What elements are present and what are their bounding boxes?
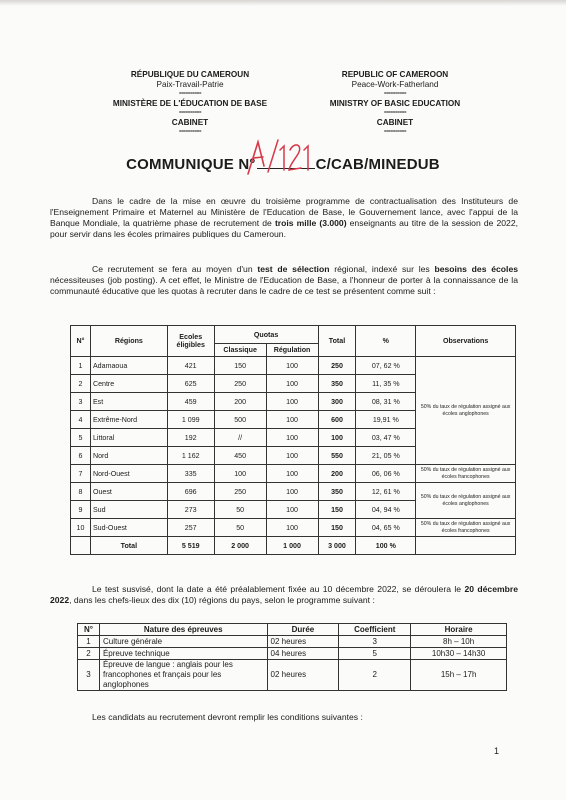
row-pct: 08, 31 % (356, 393, 416, 411)
exam-cell-coef: 5 (339, 648, 411, 660)
row-regulation: 100 (266, 375, 318, 393)
row-observation: 50% du taux de régulation assigné aux écoles anglophones (416, 483, 516, 519)
para2-text: Ce recrutement se fera au moyen d'un (92, 264, 258, 274)
exam-cell-n: 2 (78, 648, 100, 660)
row-total: 550 (318, 447, 356, 465)
row-pct: 11, 35 % (356, 375, 416, 393)
exam-col-nature: Nature des épreuves (99, 624, 267, 636)
row-regulation: 100 (266, 519, 318, 537)
separator: ---------- (178, 126, 202, 135)
country-name-fr: RÉPUBLIQUE DU CAMEROUN (130, 70, 250, 79)
exam-cell-horaire: 15h – 17h (411, 660, 507, 691)
separator: ---------- (178, 107, 202, 116)
table-row (71, 483, 516, 501)
page-number: 1 (494, 746, 500, 756)
row-region: Littoral (90, 429, 167, 447)
col-header-total: Total (318, 326, 356, 357)
row-pct: 19,91 % (356, 411, 416, 429)
col-header-regulation: Régulation (266, 344, 318, 357)
row-pct: 03, 47 % (356, 429, 416, 447)
row-regulation: 100 (266, 501, 318, 519)
row-observation: 50% du taux de régulation assigné aux écoles francophones (416, 519, 516, 537)
row-classique: 100 (214, 465, 266, 483)
row-schools: 696 (167, 483, 214, 501)
row-pct: 21, 05 % (356, 447, 416, 465)
row-schools: 1 162 (167, 447, 214, 465)
row-num: 3 (71, 393, 91, 411)
row-total: 200 (318, 465, 356, 483)
row-classique: 250 (214, 375, 266, 393)
row-region: Nord (90, 447, 167, 465)
exam-cell-coef: 3 (339, 636, 411, 648)
row-num: 1 (71, 357, 91, 375)
total-schools: 5 519 (167, 537, 214, 555)
handwritten-number-signature (244, 136, 314, 180)
quota-table-body (71, 357, 516, 537)
row-schools: 335 (167, 465, 214, 483)
exam-cell-coef: 2 (339, 660, 411, 691)
para2-bold-test: test de sélection (257, 264, 330, 274)
row-total: 150 (318, 519, 356, 537)
ministry-fr: MINISTÈRE DE L'ÉDUCATION DE BASE (112, 99, 268, 108)
row-total: 100 (318, 429, 356, 447)
para2-text-mid: régional, indexé sur les (329, 264, 435, 274)
quota-total-row (71, 537, 516, 555)
col-header-classique: Classique (214, 344, 266, 357)
exam-cell-horaire: 10h30 – 14h30 (411, 648, 507, 660)
row-num: 6 (71, 447, 91, 465)
row-total: 600 (318, 411, 356, 429)
row-regulation: 100 (266, 411, 318, 429)
letterhead-english (300, 70, 490, 137)
separator: ---------- (178, 88, 202, 97)
total-classique: 2 000 (214, 537, 266, 555)
exam-cell-nature: Culture générale (99, 636, 267, 648)
exam-cell-duree: 02 heures (267, 660, 339, 691)
para1-text-end: enseignants au titre de la session de 2022, pour servir dans les écoles primaires publiques du Cameroun. (50, 218, 518, 240)
row-schools: 1 099 (167, 411, 214, 429)
row-num: 9 (71, 501, 91, 519)
table-row (71, 465, 516, 483)
selection-paragraph (50, 264, 518, 297)
row-num: 5 (71, 429, 91, 447)
exam-cell-horaire: 8h – 10h (411, 636, 507, 648)
exam-col-coef: Coefficient (339, 624, 411, 636)
intro-paragraph (50, 196, 518, 240)
row-region: Est (90, 393, 167, 411)
row-num: 4 (71, 411, 91, 429)
row-schools: 421 (167, 357, 214, 375)
row-total: 350 (318, 375, 356, 393)
cabinet-en: CABINET (376, 118, 414, 127)
col-header-region: Régions (90, 326, 167, 357)
para3-text-end: , dans les chefs-lieux des dix (10) régions du pays, selon le programme suivant : (69, 595, 375, 606)
para4-text: Les candidats au recrutement devront remplir les conditions suivantes : (92, 712, 363, 722)
row-regulation: 100 (266, 447, 318, 465)
title-prefix: COMMUNIQUE N° (126, 156, 256, 173)
row-observation: 50% du taux de régulation assigné aux écoles francophones (416, 465, 516, 483)
row-total: 300 (318, 393, 356, 411)
separator: ---------- (383, 88, 407, 97)
table-row (71, 519, 516, 537)
letterhead-french (80, 70, 300, 137)
row-region: Centre (90, 375, 167, 393)
exam-cell-nature: Épreuve de langue : anglais pour les francophones et français pour les anglophones (99, 660, 267, 691)
row-num: 7 (71, 465, 91, 483)
row-schools: 625 (167, 375, 214, 393)
total-total: 3 000 (318, 537, 356, 555)
para2-bold-needs: besoins des écoles (434, 264, 519, 274)
row-regulation: 100 (266, 429, 318, 447)
exam-col-duree: Durée (267, 624, 339, 636)
row-total: 250 (318, 357, 356, 375)
para2-text-end: nécessiteuses (job posting). A cet effet, le Ministre de l'Education de Base, a l'honneur de porter à la connaissance de la communauté éducative que les quotas à recruter dans le cadre de ce test se présentent comme suit : (50, 275, 518, 297)
row-classique: 50 (214, 519, 266, 537)
exam-cell-duree: 04 heures (267, 648, 339, 660)
quota-table (70, 325, 516, 555)
row-num: 2 (71, 375, 91, 393)
exam-table (77, 623, 507, 691)
row-region: Ouest (90, 483, 167, 501)
title-suffix: C/CAB/MINEDUB (315, 156, 440, 173)
motto-en: Peace-Work-Fatherland (351, 80, 439, 89)
exam-table-body (78, 636, 507, 691)
row-classique: 250 (214, 483, 266, 501)
row-schools: 273 (167, 501, 214, 519)
row-regulation: 100 (266, 393, 318, 411)
total-label: Total (90, 537, 167, 555)
exam-col-num: N° (78, 624, 100, 636)
table-row (78, 636, 507, 648)
row-classique: 150 (214, 357, 266, 375)
exam-cell-n: 3 (78, 660, 100, 691)
exam-header-row (78, 624, 507, 636)
row-num: 10 (71, 519, 91, 537)
col-header-quotas: Quotas (214, 326, 318, 344)
cabinet-fr: CABINET (171, 118, 209, 127)
row-schools: 257 (167, 519, 214, 537)
table-row (71, 357, 516, 375)
separator: ---------- (383, 107, 407, 116)
col-header-schools: Ecoles éligibles (167, 326, 214, 357)
row-classique: // (214, 429, 266, 447)
row-region: Extrême-Nord (90, 411, 167, 429)
col-header-obs: Observations (416, 326, 516, 357)
table-row (78, 660, 507, 691)
row-classique: 500 (214, 411, 266, 429)
row-schools: 459 (167, 393, 214, 411)
row-observation: 50% du taux de régulation assigné aux écoles anglophones (416, 357, 516, 465)
row-classique: 450 (214, 447, 266, 465)
row-schools: 192 (167, 429, 214, 447)
row-regulation: 100 (266, 465, 318, 483)
row-pct: 06, 06 % (356, 465, 416, 483)
row-pct: 12, 61 % (356, 483, 416, 501)
row-pct: 04, 94 % (356, 501, 416, 519)
para3-text: Le test susvisé, dont la date a été préalablement fixée au 10 décembre 2022, se déroulera le (92, 584, 465, 594)
row-classique: 200 (214, 393, 266, 411)
row-region: Nord-Ouest (90, 465, 167, 483)
exam-cell-duree: 02 heures (267, 636, 339, 648)
schedule-paragraph (50, 584, 518, 606)
total-pct: 100 % (356, 537, 416, 555)
country-name-en: REPUBLIC OF CAMEROON (341, 70, 449, 79)
row-region: Sud (90, 501, 167, 519)
row-pct: 07, 62 % (356, 357, 416, 375)
table-row (78, 648, 507, 660)
ministry-en: MINISTRY OF BASIC EDUCATION (329, 99, 461, 108)
row-num: 8 (71, 483, 91, 501)
col-header-num: N° (71, 326, 91, 357)
quota-header-row (71, 326, 516, 344)
para1-bold-count: trois mille (3.000) (274, 218, 347, 229)
col-header-pct: % (356, 326, 416, 357)
para1-text: Dans le cadre de la mise en œuvre du troisième programme de contractualisation des Instituteurs de l'Enseignement Primaire et Maternel au Ministère de l'Education de Base, le Gouvernement lance, avec l'appui de la Banque Mondiale, la quatrième phase de recrutement de (50, 196, 518, 229)
exam-cell-nature: Épreuve technique (99, 648, 267, 660)
row-pct: 04, 65 % (356, 519, 416, 537)
row-regulation: 100 (266, 483, 318, 501)
motto-fr: Paix-Travail-Patrie (156, 80, 224, 89)
row-total: 350 (318, 483, 356, 501)
conditions-paragraph (50, 712, 518, 723)
total-regulation: 1 000 (266, 537, 318, 555)
exam-cell-n: 1 (78, 636, 100, 648)
para3-bold-date: 20 décembre 2022 (50, 584, 518, 606)
exam-col-horaire: Horaire (411, 624, 507, 636)
page-edge (0, 0, 566, 6)
row-region: Sud-Ouest (90, 519, 167, 537)
row-total: 150 (318, 501, 356, 519)
separator: ---------- (383, 126, 407, 135)
row-regulation: 100 (266, 357, 318, 375)
row-region: Adamaoua (90, 357, 167, 375)
row-classique: 50 (214, 501, 266, 519)
